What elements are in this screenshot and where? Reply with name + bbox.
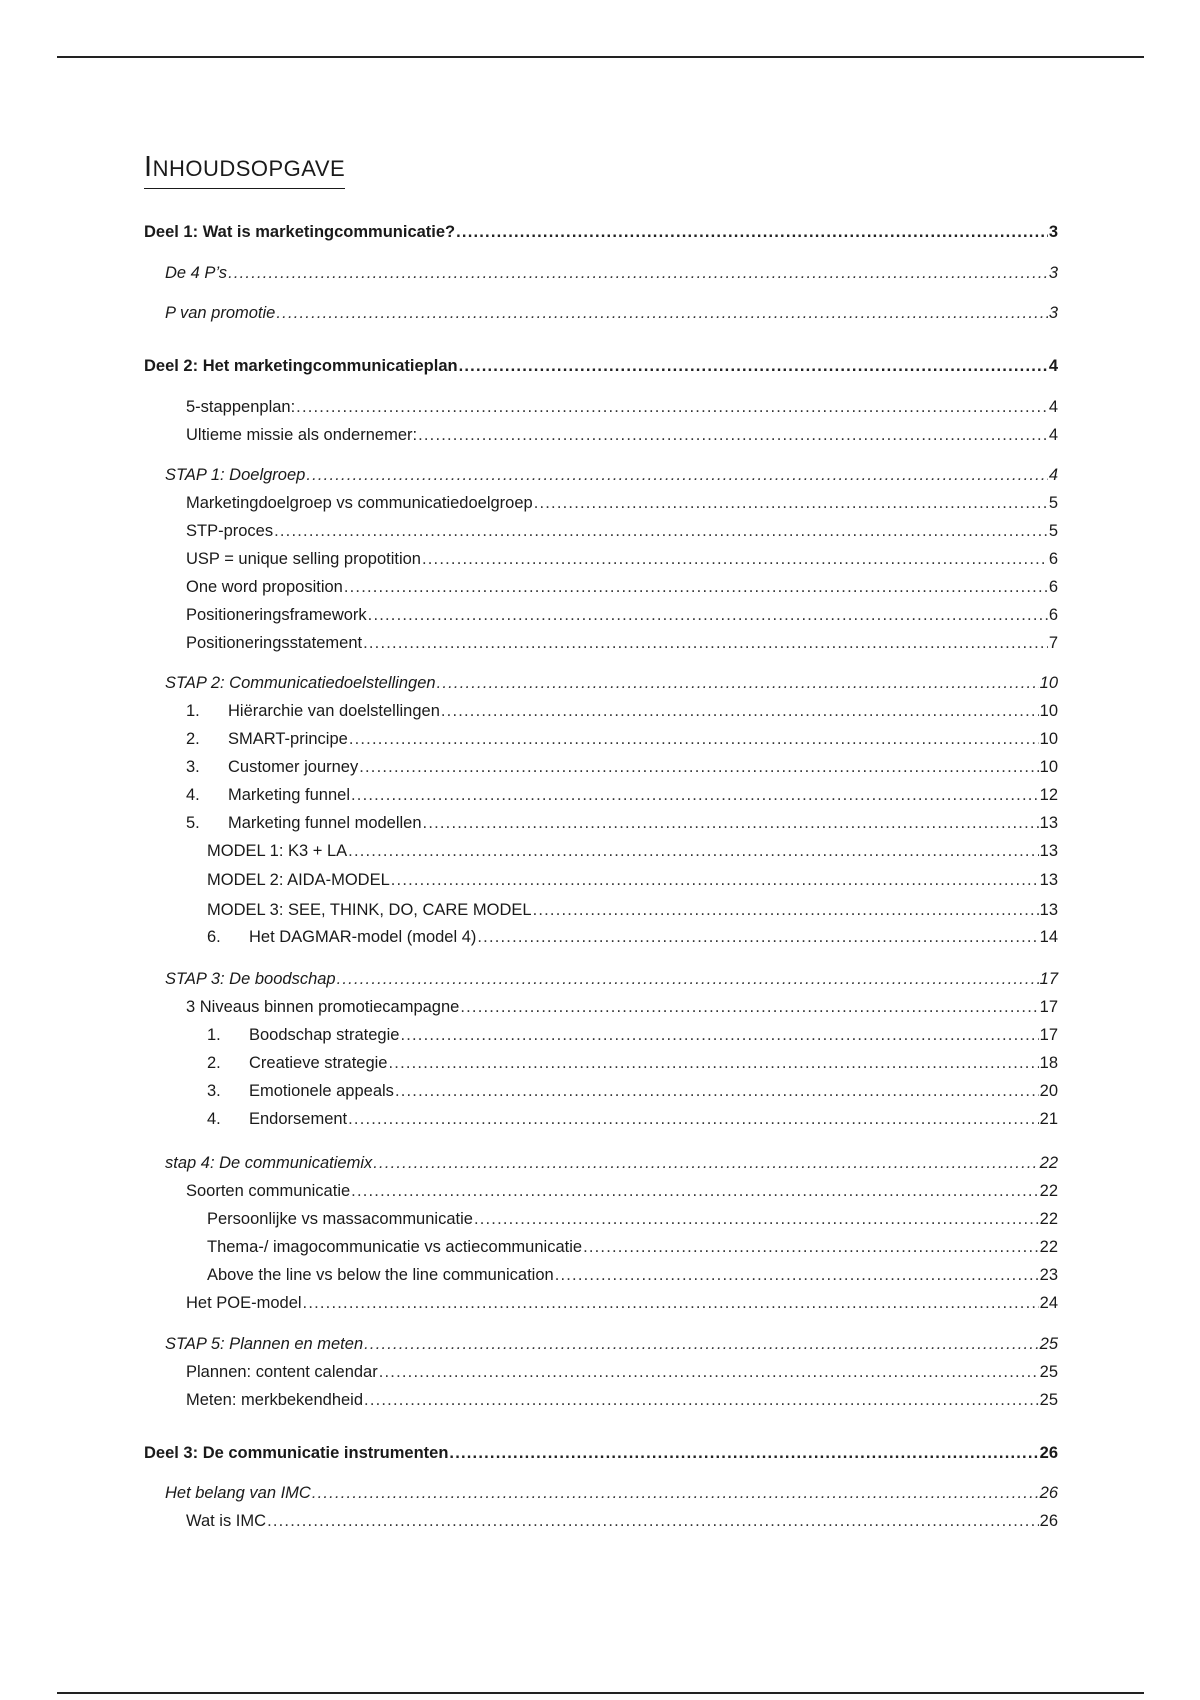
toc-title-rest: NHOUDSOPGAVE [152,156,346,181]
toc-entry-positioneringsframework[interactable] [186,605,1058,625]
toc-entry-stap-5[interactable] [165,1334,1058,1354]
toc-entry-page: 12 [1039,786,1058,804]
toc-entry-soorten-communicatie[interactable] [186,1181,1058,1201]
toc-entry-text: Thema-/ imagocommunicatie vs actiecommunicatie [207,1238,583,1256]
toc-entry-page: 20 [1039,1082,1058,1100]
toc-entry-text: Deel 1: Wat is marketingcommunicatie? [144,223,456,241]
toc-entry-boodschap-strategie[interactable] [207,1025,1058,1045]
toc-entry-text: Het POE-model [186,1294,302,1312]
toc-entry-page: 14 [1039,928,1058,946]
toc-entry-text: Marketingdoelgroep vs communicatiedoelgroep [186,494,533,512]
toc-entry-stap-1[interactable] [165,465,1058,485]
toc-entry-stap-2[interactable] [165,673,1058,693]
toc-entry-page: 26 [1039,1444,1058,1462]
toc-entry-page: 24 [1039,1294,1058,1312]
toc-entry-p-van-promotie[interactable] [165,303,1058,323]
toc-entry-text: MODEL 3: SEE, THINK, DO, CARE MODEL [207,901,532,919]
toc-entry-page: 4 [1048,398,1058,416]
toc-entry-text: Marketing funnel modellen [228,814,422,832]
toc-entry-page: 5 [1048,494,1058,512]
toc-title-initial: I [144,151,153,183]
toc-entry-page: 17 [1039,998,1058,1016]
toc-entry-page: 13 [1039,901,1058,919]
toc-entry-page: 21 [1039,1110,1058,1128]
toc-entry-page: 18 [1039,1054,1058,1072]
toc-entry-text: Persoonlijke vs massacommunicatie [207,1210,473,1228]
toc-entry-page: 23 [1039,1266,1058,1284]
toc-entry-number: 2. [207,1054,221,1072]
toc-entry-stap-4[interactable] [165,1153,1058,1173]
toc-entry-persoonlijke-vs-massa[interactable] [207,1209,1058,1229]
toc-entry-belang-van-imc[interactable] [165,1483,1058,1503]
toc-entry-page: 22 [1039,1238,1058,1256]
toc-entry-page: 17 [1039,970,1058,988]
toc-entry-de-4-ps[interactable] [165,263,1058,283]
toc-entry-text: STP-proces [186,522,274,540]
toc-entry-deel-1[interactable] [144,222,1058,242]
toc-entry-text: STAP 1: Doelgroep [165,466,306,484]
toc-entry-text: STAP 2: Communicatiedoelstellingen [165,674,436,692]
toc-entry-number: 4. [186,786,200,804]
toc-entry-text: STAP 5: Plannen en meten [165,1335,364,1353]
toc-entry-number: 2. [186,730,200,748]
toc-entry-deel-3[interactable] [144,1443,1058,1463]
toc-entry-page: 26 [1039,1484,1058,1502]
toc-entry-page: 13 [1039,871,1058,889]
toc-entry-text: STAP 3: De boodschap [165,970,336,988]
toc-entry-smart-principe[interactable] [186,729,1058,749]
toc-entry-wat-is-imc[interactable] [186,1511,1058,1531]
toc-entry-page: 10 [1039,702,1058,720]
toc-entry-text: SMART-principe [228,730,348,748]
toc-entry-page: 10 [1039,730,1058,748]
toc-entry-text: USP = unique selling propotition [186,550,421,568]
toc-entry-model-1[interactable] [207,841,1058,861]
toc-entry-text: Positioneringsstatement [186,634,363,652]
toc-entry-text: Deel 2: Het marketingcommunicatieplan [144,357,458,375]
toc-entry-page: 26 [1039,1512,1058,1530]
toc-entry-number: 1. [207,1026,221,1044]
toc-entry-one-word-proposition[interactable] [186,577,1058,597]
toc-entry-stap-3[interactable] [165,969,1058,989]
toc-entry-page: 25 [1039,1335,1058,1353]
toc-entry-page: 5 [1048,522,1058,540]
toc-entry-page: 10 [1039,758,1058,776]
toc-entry-text: Soorten communicatie [186,1182,351,1200]
toc-entry-text: Plannen: content calendar [186,1363,378,1381]
toc-entry-text: Het belang van IMC [165,1484,311,1502]
toc-entry-page: 4 [1048,357,1058,375]
toc-entry-page: 22 [1039,1182,1058,1200]
toc-entry-text: MODEL 2: AIDA-MODEL [207,871,390,889]
toc-entry-page: 3 [1048,264,1058,282]
toc-entry-number: 3. [186,758,200,776]
toc-entry-page: 3 [1048,223,1058,241]
toc-entry-page: 4 [1048,466,1058,484]
toc-entry-page: 22 [1039,1210,1058,1228]
toc-entry-text: Marketing funnel [228,786,350,804]
toc-entry-marketingdoelgroep[interactable] [186,493,1058,513]
toc-entry-text: P van promotie [165,304,276,322]
toc-entry-page: 10 [1039,674,1058,692]
toc-entry-marketing-funnel[interactable] [186,785,1058,805]
toc-entry-poe-model[interactable] [186,1293,1058,1313]
header-rule [57,56,1144,58]
toc-entry-hierarchie[interactable] [186,701,1058,721]
toc-entry-text: stap 4: De communicatiemix [165,1154,373,1172]
toc-entry-text: Positioneringsframework [186,606,367,624]
toc-entry-text: 3 Niveaus binnen promotiecampagne [186,998,460,1016]
toc-entry-thema-imago-vs-actie[interactable] [207,1237,1058,1257]
toc-entry-text: Creatieve strategie [249,1054,388,1072]
toc-entry-page: 22 [1039,1154,1058,1172]
toc-entry-page: 7 [1048,634,1058,652]
toc-entry-text: One word proposition [186,578,343,596]
toc-entry-3-niveaus[interactable] [186,997,1058,1017]
toc-entry-page: 3 [1048,304,1058,322]
toc-entry-text: De 4 P’s [165,264,228,282]
toc-entry-page: 13 [1039,842,1058,860]
toc-entry-page: 13 [1039,814,1058,832]
toc-entry-number: 3. [207,1082,221,1100]
toc-entry-customer-journey[interactable] [186,757,1058,777]
toc-entry-ultieme-missie[interactable] [186,425,1058,445]
toc-entry-emotionele-appeals[interactable] [207,1081,1058,1101]
toc-entry-text: Endorsement [249,1110,348,1128]
toc-entry-number: 4. [207,1110,221,1128]
toc-entry-5-stappenplan[interactable] [186,397,1058,417]
toc-entry-page: 6 [1048,550,1058,568]
toc-entry-text: Meten: merkbekendheid [186,1391,364,1409]
toc-entry-text: Deel 3: De communicatie instrumenten [144,1444,449,1462]
toc-entry-text: Customer journey [228,758,359,776]
toc-entry-page: 25 [1039,1391,1058,1409]
toc-entry-text: Above the line vs below the line communication [207,1266,554,1284]
toc-entry-text: MODEL 1: K3 + LA [207,842,348,860]
footer-rule [57,1692,1144,1694]
toc-entry-text: Emotionele appeals [249,1082,394,1100]
toc-entry-usp[interactable] [186,549,1058,569]
toc-entry-page: 25 [1039,1363,1058,1381]
toc-entry-text: 5-stappenplan: [186,398,296,416]
toc-entry-marketing-funnel-modellen[interactable] [186,813,1058,833]
toc-entry-text: Hiërarchie van doelstellingen [228,702,440,720]
toc-entry-plannen-content-calendar[interactable] [186,1362,1058,1382]
toc-entry-text: Wat is IMC [186,1512,267,1530]
toc-entry-page: 6 [1048,606,1058,624]
toc-entry-meten-merkbekendheid[interactable] [186,1390,1058,1410]
toc-entry-page: 4 [1048,426,1058,444]
toc-entry-creatieve-strategie[interactable] [207,1053,1058,1073]
toc-entry-model-3[interactable] [207,900,1058,920]
toc-entry-model-2[interactable] [207,870,1058,890]
toc-title [144,150,345,189]
toc-entry-stp-proces[interactable] [186,521,1058,541]
toc-entry-above-below-the-line[interactable] [207,1265,1058,1285]
toc-entry-dagmar-model[interactable] [207,927,1058,947]
toc-entry-positioneringsstatement[interactable] [186,633,1058,653]
toc-entry-text: Ultieme missie als ondernemer: [186,426,418,444]
toc-entry-page: 6 [1048,578,1058,596]
toc-entry-page: 17 [1039,1026,1058,1044]
toc-entry-text: Boodschap strategie [249,1026,400,1044]
toc-entry-number: 1. [186,702,200,720]
toc-entry-number: 5. [186,814,200,832]
toc-entry-deel-2[interactable] [144,356,1058,376]
toc-entry-endorsement[interactable] [207,1109,1058,1129]
toc-entry-text: Het DAGMAR-model (model 4) [249,928,477,946]
toc-entry-number: 6. [207,928,221,946]
